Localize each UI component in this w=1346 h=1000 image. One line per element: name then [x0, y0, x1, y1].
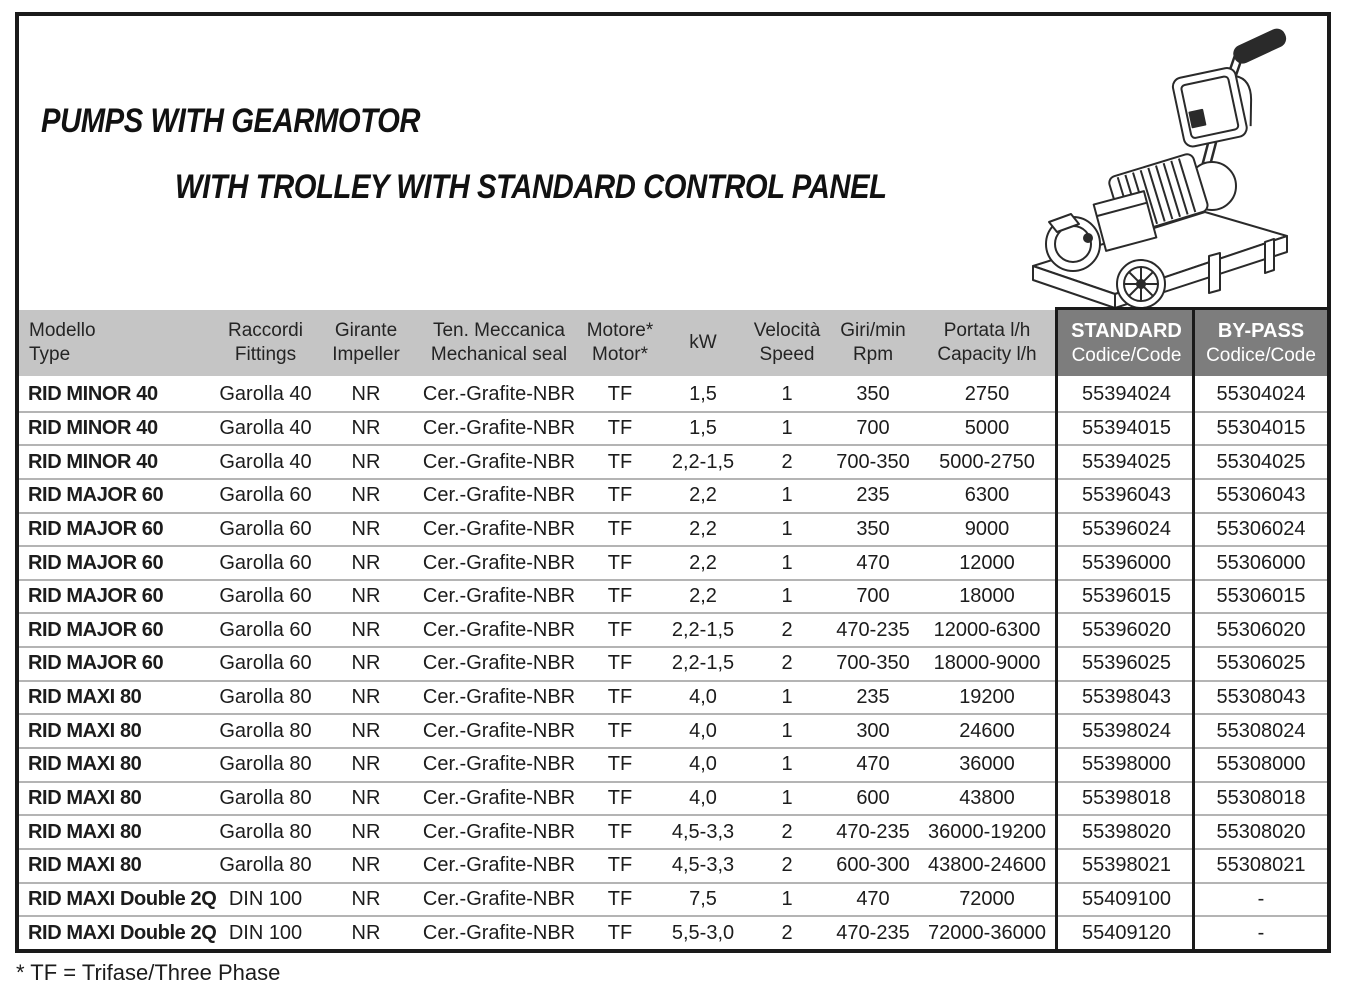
cell-mechanical-seal: Cer.-Grafite-NBR [422, 719, 576, 742]
cell-bypass-code: 55308021 [1216, 854, 1306, 877]
cell-rpm: 600 [856, 787, 890, 809]
cell-model: RID MAXI 80 [28, 686, 142, 709]
cell-kw: 2,2 [689, 585, 717, 608]
cell-impeller: NR [351, 719, 381, 742]
cell-speed: 1 [781, 787, 793, 809]
cell-kw: 4,0 [689, 787, 717, 809]
cell-mechanical-seal: Cer.-Grafite-NBR [422, 921, 576, 944]
col-header-standard-code: STANDARD Codice/Code [1058, 310, 1195, 376]
col-header-kw: kW [662, 310, 744, 376]
cell-fittings: Garolla 40 [219, 383, 312, 406]
cell-speed: 1 [781, 585, 793, 608]
cell-motor: TF [607, 820, 633, 843]
table-row [19, 478, 1327, 512]
cell-speed: 1 [781, 686, 793, 709]
cell-motor: TF [607, 887, 633, 910]
cell-capacity: 18000-9000 [933, 652, 1041, 675]
cell-rpm: 700-350 [836, 450, 910, 473]
cell-model: RID MAJOR 60 [28, 517, 164, 540]
cell-bypass-code: 55304025 [1216, 450, 1306, 473]
cell-mechanical-seal: Cer.-Grafite-NBR [422, 787, 576, 809]
cell-mechanical-seal: Cer.-Grafite-NBR [422, 484, 576, 507]
cell-model: RID MINOR 40 [28, 383, 158, 406]
cell-capacity: 12000-6300 [933, 618, 1041, 641]
cell-kw: 1,5 [689, 416, 717, 439]
cell-impeller: NR [351, 854, 381, 877]
page-title: PUMPS WITH GEARMOTOR [41, 102, 421, 140]
cell-standard-code: 55409100 [1082, 887, 1171, 910]
cell-rpm: 470-235 [836, 618, 910, 641]
cell-kw: 4,0 [689, 719, 717, 742]
cell-kw: 5,5-3,0 [671, 921, 735, 944]
cell-speed: 1 [781, 551, 793, 574]
cell-speed: 1 [781, 887, 793, 910]
cell-impeller: NR [351, 686, 381, 709]
cell-rpm: 235 [856, 484, 890, 507]
table-row [19, 713, 1327, 747]
cell-mechanical-seal: Cer.-Grafite-NBR [422, 618, 576, 641]
table-row [19, 545, 1327, 579]
cell-rpm: 470-235 [836, 820, 910, 843]
cell-model: RID MINOR 40 [28, 416, 158, 439]
cell-kw: 4,0 [689, 753, 717, 776]
cell-fittings: Garolla 60 [219, 551, 312, 574]
cell-motor: TF [607, 686, 633, 709]
cell-standard-code: 55398043 [1082, 686, 1171, 709]
cell-capacity: 12000 [959, 551, 1015, 574]
cell-motor: TF [607, 753, 633, 776]
cell-standard-code: 55398020 [1082, 820, 1171, 843]
cell-speed: 2 [781, 820, 793, 843]
cell-mechanical-seal: Cer.-Grafite-NBR [422, 686, 576, 709]
cell-bypass-code: 55308018 [1216, 787, 1306, 809]
cell-capacity: 5000-2750 [939, 450, 1035, 473]
cell-standard-code: 55394024 [1082, 383, 1171, 406]
cell-impeller: NR [351, 585, 381, 608]
col-header-bypass-code: BY-PASS Codice/Code [1195, 310, 1327, 376]
col-header-speed: Velocità Speed [744, 310, 830, 376]
cell-rpm: 350 [856, 383, 890, 406]
cell-standard-code: 55396043 [1082, 484, 1171, 507]
cell-fittings: Garolla 40 [219, 416, 312, 439]
cell-model: RID MAXI 80 [28, 820, 142, 843]
cell-mechanical-seal: Cer.-Grafite-NBR [422, 416, 576, 439]
cell-motor: TF [607, 719, 633, 742]
cell-model: RID MAXI Double 2Q [28, 887, 217, 910]
cell-speed: 1 [781, 517, 793, 540]
cell-bypass-code: 55308043 [1216, 686, 1306, 709]
cell-model: RID MAJOR 60 [28, 618, 164, 641]
table-row [19, 848, 1327, 882]
table-row [19, 882, 1327, 916]
tf-footnote: * TF = Trifase/Three Phase [16, 960, 281, 985]
cell-impeller: NR [351, 887, 381, 910]
col-header-capacity: Portata l/h Capacity l/h [916, 310, 1058, 376]
cell-bypass-code: 55306025 [1216, 652, 1306, 675]
cell-mechanical-seal: Cer.-Grafite-NBR [422, 517, 576, 540]
cell-kw: 4,5-3,3 [671, 820, 735, 843]
cell-standard-code: 55409120 [1082, 921, 1171, 944]
cell-mechanical-seal: Cer.-Grafite-NBR [422, 854, 576, 877]
cell-capacity: 72000-36000 [928, 921, 1046, 944]
cell-rpm: 470-235 [836, 921, 910, 944]
table-row [19, 444, 1327, 478]
cell-model: RID MAXI 80 [28, 787, 142, 809]
cell-fittings: Garolla 80 [219, 820, 312, 843]
cell-fittings: Garolla 80 [219, 854, 312, 877]
cell-bypass-code: 55304015 [1216, 416, 1306, 439]
cell-capacity: 43800 [959, 787, 1015, 809]
cell-impeller: NR [351, 416, 381, 439]
cell-fittings: Garolla 60 [219, 652, 312, 675]
table-row [19, 579, 1327, 613]
cell-bypass-code: 55308020 [1216, 820, 1306, 843]
cell-capacity: 24600 [959, 719, 1015, 742]
cell-bypass-code: 55306000 [1216, 551, 1306, 574]
cell-model: RID MAXI Double 2Q [28, 921, 217, 944]
table-row [19, 915, 1327, 949]
cell-bypass-code: - [1257, 921, 1265, 944]
cell-standard-code: 55396000 [1082, 551, 1171, 574]
cell-model: RID MAXI 80 [28, 854, 142, 877]
cell-motor: TF [607, 517, 633, 540]
cell-standard-code: 55396015 [1082, 585, 1171, 608]
standard-column-left-border [1055, 308, 1058, 949]
cell-speed: 1 [781, 416, 793, 439]
cell-standard-code: 55394025 [1082, 450, 1171, 473]
cell-motor: TF [607, 618, 633, 641]
cell-bypass-code: 55306043 [1216, 484, 1306, 507]
cell-mechanical-seal: Cer.-Grafite-NBR [422, 753, 576, 776]
cell-impeller: NR [351, 820, 381, 843]
cell-standard-code: 55396020 [1082, 618, 1171, 641]
codes-header-top-border [1055, 307, 1327, 310]
cell-fittings: Garolla 80 [219, 686, 312, 709]
cell-capacity: 6300 [964, 484, 1010, 507]
page-frame [15, 12, 1331, 953]
cell-standard-code: 55398021 [1082, 854, 1171, 877]
cell-kw: 1,5 [689, 383, 717, 406]
cell-fittings: Garolla 60 [219, 585, 312, 608]
cell-rpm: 470 [856, 753, 890, 776]
cell-speed: 1 [781, 484, 793, 507]
cell-mechanical-seal: Cer.-Grafite-NBR [422, 820, 576, 843]
cell-standard-code: 55398000 [1082, 753, 1171, 776]
table-row [19, 379, 1327, 411]
cell-fittings: Garolla 40 [219, 450, 312, 473]
cell-speed: 1 [781, 719, 793, 742]
bypass-column-left-border [1192, 308, 1195, 949]
table-row [19, 612, 1327, 646]
cell-motor: TF [607, 854, 633, 877]
cell-motor: TF [607, 652, 633, 675]
cell-bypass-code: 55304024 [1216, 383, 1306, 406]
cell-impeller: NR [351, 517, 381, 540]
cell-impeller: NR [351, 551, 381, 574]
cell-impeller: NR [351, 383, 381, 406]
cell-rpm: 235 [856, 686, 890, 709]
cell-mechanical-seal: Cer.-Grafite-NBR [422, 585, 576, 608]
cell-fittings: DIN 100 [228, 921, 303, 944]
cell-fittings: Garolla 80 [219, 719, 312, 742]
cell-impeller: NR [351, 787, 381, 809]
cell-capacity: 5000 [964, 416, 1010, 439]
cell-standard-code: 55398018 [1082, 787, 1171, 809]
table-row [19, 646, 1327, 680]
cell-rpm: 700 [856, 585, 890, 608]
cell-mechanical-seal: Cer.-Grafite-NBR [422, 383, 576, 406]
cell-impeller: NR [351, 652, 381, 675]
cell-kw: 2,2-1,5 [671, 450, 735, 473]
cell-capacity: 43800-24600 [928, 854, 1046, 877]
table-row [19, 512, 1327, 546]
cell-speed: 2 [781, 921, 793, 944]
cell-impeller: NR [351, 753, 381, 776]
cell-model: RID MINOR 40 [28, 450, 158, 473]
cell-fittings: Garolla 60 [219, 484, 312, 507]
page-subtitle: WITH TROLLEY WITH STANDARD CONTROL PANEL [175, 168, 887, 206]
col-header-model: Modello Type [19, 310, 219, 376]
cell-motor: TF [607, 787, 633, 809]
cell-bypass-code: 55308024 [1216, 719, 1306, 742]
cell-capacity: 19200 [959, 686, 1015, 709]
cell-rpm: 470 [856, 887, 890, 910]
cell-speed: 2 [781, 618, 793, 641]
cell-motor: TF [607, 921, 633, 944]
cell-kw: 7,5 [689, 887, 717, 910]
cell-bypass-code: 55306020 [1216, 618, 1306, 641]
cell-rpm: 600-300 [836, 854, 910, 877]
cell-impeller: NR [351, 618, 381, 641]
cell-capacity: 18000 [959, 585, 1015, 608]
cell-capacity: 9000 [964, 517, 1010, 540]
cell-motor: TF [607, 383, 633, 406]
cell-mechanical-seal: Cer.-Grafite-NBR [422, 652, 576, 675]
cell-fittings: Garolla 80 [219, 787, 312, 809]
cell-mechanical-seal: Cer.-Grafite-NBR [422, 551, 576, 574]
table-row [19, 680, 1327, 714]
cell-standard-code: 55398024 [1082, 719, 1171, 742]
cell-motor: TF [607, 450, 633, 473]
cell-bypass-code: 55306015 [1216, 585, 1306, 608]
cell-speed: 2 [781, 450, 793, 473]
cell-model: RID MAXI 80 [28, 719, 142, 742]
cell-impeller: NR [351, 921, 381, 944]
cell-speed: 1 [781, 383, 793, 406]
cell-speed: 1 [781, 753, 793, 776]
cell-rpm: 350 [856, 517, 890, 540]
cell-kw: 2,2 [689, 484, 717, 507]
cell-capacity: 36000-19200 [928, 820, 1046, 843]
cell-fittings: Garolla 80 [219, 753, 312, 776]
cell-kw: 2,2 [689, 551, 717, 574]
cell-impeller: NR [351, 450, 381, 473]
cell-model: RID MAJOR 60 [28, 652, 164, 675]
table-row [19, 747, 1327, 781]
cell-standard-code: 55394015 [1082, 416, 1171, 439]
cell-rpm: 700-350 [836, 652, 910, 675]
cell-model: RID MAXI 80 [28, 753, 142, 776]
cell-fittings: Garolla 60 [219, 618, 312, 641]
cell-capacity: 72000 [959, 887, 1015, 910]
col-header-fittings: Raccordi Fittings [219, 310, 312, 376]
cell-rpm: 300 [856, 719, 890, 742]
cell-kw: 2,2-1,5 [671, 652, 735, 675]
table-body [19, 379, 1327, 949]
cell-kw: 2,2 [689, 517, 717, 540]
cell-speed: 2 [781, 854, 793, 877]
cell-model: RID MAJOR 60 [28, 585, 164, 608]
col-header-impeller: Girante Impeller [312, 310, 420, 376]
table-row [19, 781, 1327, 815]
table-header-row [19, 310, 1327, 376]
cell-impeller: NR [351, 484, 381, 507]
cell-standard-code: 55396024 [1082, 517, 1171, 540]
cell-motor: TF [607, 484, 633, 507]
cell-model: RID MAJOR 60 [28, 484, 164, 507]
cell-bypass-code: 55306024 [1216, 517, 1306, 540]
pump-trolley-illustration-icon [1019, 16, 1329, 308]
cell-bypass-code: - [1257, 887, 1265, 910]
cell-fittings: Garolla 60 [219, 517, 312, 540]
cell-mechanical-seal: Cer.-Grafite-NBR [422, 887, 576, 910]
cell-capacity: 36000 [959, 753, 1015, 776]
cell-speed: 2 [781, 652, 793, 675]
cell-capacity: 2750 [964, 383, 1010, 406]
cell-motor: TF [607, 551, 633, 574]
cell-motor: TF [607, 416, 633, 439]
cell-mechanical-seal: Cer.-Grafite-NBR [422, 450, 576, 473]
cell-rpm: 700 [856, 416, 890, 439]
cell-model: RID MAJOR 60 [28, 551, 164, 574]
table-row [19, 814, 1327, 848]
col-header-rpm: Giri/min Rpm [830, 310, 916, 376]
cell-kw: 4,0 [689, 686, 717, 709]
cell-motor: TF [607, 585, 633, 608]
table-row [19, 411, 1327, 445]
col-header-motor: Motore* Motor* [578, 310, 662, 376]
cell-bypass-code: 55308000 [1216, 753, 1306, 776]
col-header-mechanical-seal: Ten. Meccanica Mechanical seal [420, 310, 578, 376]
cell-standard-code: 55396025 [1082, 652, 1171, 675]
cell-kw: 2,2-1,5 [671, 618, 735, 641]
cell-kw: 4,5-3,3 [671, 854, 735, 877]
cell-rpm: 470 [856, 551, 890, 574]
cell-fittings: DIN 100 [228, 887, 303, 910]
